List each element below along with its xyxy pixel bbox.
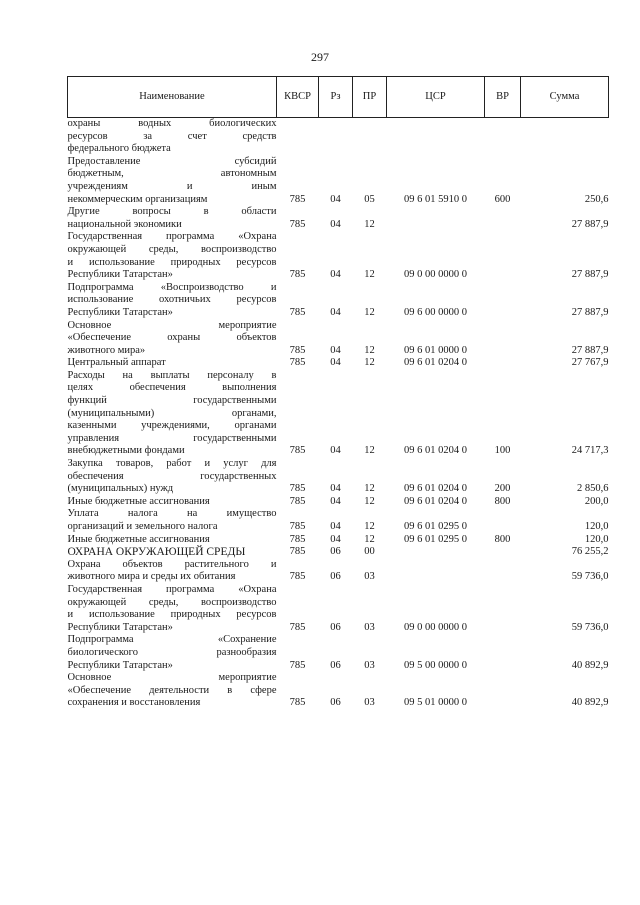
page-number: 297 — [311, 50, 329, 64]
cell-kvsr: 785 — [289, 521, 306, 532]
cell-rz: 04 — [330, 193, 341, 205]
cell-pr: 00 — [364, 546, 375, 558]
cell-vr — [485, 357, 521, 370]
row-name-line: внебюджетными фондами — [67, 445, 185, 457]
row-name-line: учреждениям и иным — [67, 180, 277, 192]
cell-sum: 2 850,6 — [577, 483, 609, 495]
row-name — [68, 672, 277, 710]
cell-kvsr: 785 — [289, 697, 306, 709]
cell-pr: 03 — [364, 659, 375, 671]
cell-rz: 04 — [330, 533, 341, 545]
cell-pr: 12 — [364, 357, 375, 369]
row-name-line: Расходы на выплаты персоналу в — [67, 369, 277, 381]
table-row — [68, 282, 609, 320]
cell-rz: 06 — [330, 546, 341, 558]
cell-pr: 12 — [364, 269, 375, 281]
cell-sum: 27 767,9 — [571, 357, 609, 369]
cell-csr — [387, 206, 485, 231]
row-name-line: Другие вопросы в области — [67, 206, 277, 218]
row-name-line: Иные бюджетные ассигнования — [67, 533, 210, 545]
cell-pr: 12 — [364, 445, 375, 457]
table-row — [68, 206, 609, 231]
cell-vr: 600 — [494, 193, 511, 205]
header-rz: Рз — [319, 77, 353, 118]
cell-vr — [485, 118, 521, 156]
row-name-line: национальной экономики — [67, 218, 182, 230]
row-name-line: казенными учреждениями, органами — [67, 420, 277, 432]
cell-sum: 27 887,9 — [571, 306, 609, 318]
header-kvsr: КВСР — [277, 77, 319, 118]
table-row — [68, 496, 609, 509]
cell-csr: 09 6 01 0204 0 — [404, 357, 467, 369]
cell-rz: 06 — [330, 571, 341, 583]
cell-vr — [485, 559, 521, 584]
cell-sum: 27 887,9 — [571, 218, 609, 230]
cell-rz: 04 — [330, 521, 341, 532]
cell-sum: 40 892,9 — [571, 659, 609, 671]
cell-pr: 12 — [364, 521, 375, 532]
header-sum: Сумма — [521, 77, 609, 118]
cell-pr: 03 — [364, 571, 375, 583]
row-name-line: Предоставление субсидий — [67, 155, 277, 167]
cell-kvsr: 785 — [289, 357, 306, 369]
cell-kvsr: 785 — [289, 546, 306, 558]
cell-rz — [319, 118, 353, 156]
cell-sum: 76 255,2 — [571, 546, 609, 558]
table-row — [68, 357, 609, 370]
cell-csr: 09 6 01 5910 0 — [404, 193, 467, 205]
cell-kvsr: 785 — [289, 571, 306, 583]
header-vr: ВР — [485, 77, 521, 118]
cell-kvsr: 785 — [289, 344, 306, 356]
cell-rz: 06 — [330, 659, 341, 671]
row-name — [68, 370, 277, 458]
row-name-line: Республики Татарстан» — [67, 621, 173, 633]
row-name-line: Закупка товаров, работ и услуг для — [67, 458, 277, 470]
cell-vr — [485, 231, 521, 281]
row-name-line: и использование природных ресурсов — [67, 256, 277, 268]
cell-csr: 09 6 01 0295 0 — [404, 521, 467, 532]
row-name — [68, 534, 277, 547]
cell-kvsr: 785 — [289, 193, 306, 205]
cell-kvsr: 785 — [289, 306, 306, 318]
row-name — [68, 282, 277, 320]
table-row — [68, 458, 609, 496]
cell-sum — [521, 118, 609, 156]
cell-sum: 24 717,3 — [571, 445, 609, 457]
cell-sum: 27 887,9 — [571, 269, 609, 281]
cell-csr: 09 0 00 0000 0 — [404, 269, 467, 281]
cell-sum: 120,0 — [584, 533, 609, 545]
row-name — [68, 584, 277, 634]
table-row — [68, 231, 609, 281]
row-name-line: Государственная программа «Охрана — [67, 231, 277, 243]
cell-pr — [353, 118, 387, 156]
row-name-line: использование охотничьих ресурсов — [67, 294, 277, 306]
row-name-line: (муниципальных) нужд — [67, 483, 174, 495]
cell-vr: 100 — [494, 445, 511, 457]
cell-pr: 12 — [364, 495, 375, 507]
row-name-line: Подпрограмма «Воспроизводство и — [67, 281, 277, 293]
row-name-line: Республики Татарстан» — [67, 269, 173, 281]
row-name — [68, 320, 277, 358]
row-name-line: биологического разнообразия — [67, 646, 277, 658]
cell-kvsr: 785 — [289, 533, 306, 545]
cell-kvsr: 785 — [289, 269, 306, 281]
cell-vr: 800 — [494, 533, 511, 545]
cell-sum: 120,0 — [584, 521, 609, 532]
cell-kvsr: 785 — [289, 495, 306, 507]
row-name — [68, 496, 277, 509]
cell-csr: 09 6 00 0000 0 — [404, 306, 467, 318]
table-row — [68, 370, 609, 458]
row-name-line: охраны водных биологических — [67, 118, 277, 129]
cell-rz: 06 — [330, 621, 341, 633]
table-row — [68, 672, 609, 710]
cell-pr: 12 — [364, 533, 375, 545]
cell-kvsr: 785 — [289, 483, 306, 495]
row-name-line: Республики Татарстан» — [67, 659, 173, 671]
cell-kvsr: 785 — [289, 445, 306, 457]
cell-csr: 09 6 01 0204 0 — [404, 483, 467, 495]
row-name-line: федерального бюджета — [67, 143, 171, 155]
cell-csr: 09 0 00 0000 0 — [404, 621, 467, 633]
row-name — [68, 357, 277, 370]
cell-kvsr: 785 — [289, 621, 306, 633]
cell-csr: 09 6 01 0295 0 — [404, 533, 467, 545]
row-name-line: бюджетным, автономным — [67, 168, 277, 180]
row-name — [68, 508, 277, 533]
table-header-row — [68, 77, 609, 118]
row-name-line: и использование природных ресурсов — [67, 609, 277, 621]
cell-vr: 200 — [494, 483, 511, 495]
row-name-line: сохранения и восстановления — [67, 697, 201, 709]
table-row — [68, 584, 609, 634]
row-name — [68, 634, 277, 672]
header-csr: ЦСР — [387, 77, 485, 118]
cell-csr: 09 5 01 0000 0 — [404, 697, 467, 709]
cell-rz: 04 — [330, 269, 341, 281]
table-row — [68, 508, 609, 533]
table-row — [68, 118, 609, 156]
table-body — [68, 118, 609, 710]
header-pr: ПР — [353, 77, 387, 118]
row-name-line: окружающей среды, воспроизводство — [67, 243, 277, 255]
cell-pr: 03 — [364, 697, 375, 709]
row-name-line: Республики Татарстан» — [67, 306, 173, 318]
cell-sum: 59 736,0 — [571, 571, 609, 583]
cell-pr: 03 — [364, 621, 375, 633]
cell-vr: 800 — [494, 495, 511, 507]
cell-vr — [485, 508, 521, 533]
row-name-line: целях обеспечения выполнения — [67, 382, 277, 394]
row-name-line: организаций и земельного налога — [67, 521, 218, 532]
cell-rz: 04 — [330, 495, 341, 507]
row-name-line: Центральный аппарат — [67, 357, 166, 369]
row-name — [68, 156, 277, 206]
row-name-line: окружающей среды, воспроизводство — [67, 596, 277, 608]
row-name-line: управления государственными — [67, 432, 277, 444]
row-name-line: Подпрограмма «Сохранение — [67, 634, 277, 646]
cell-csr: 09 6 01 0204 0 — [404, 445, 467, 457]
cell-sum: 200,0 — [584, 495, 609, 507]
cell-rz: 06 — [330, 697, 341, 709]
cell-rz: 04 — [330, 445, 341, 457]
cell-csr — [387, 546, 485, 559]
cell-rz: 04 — [330, 218, 341, 230]
row-name-line: ОХРАНА ОКРУЖАЮЩЕЙ СРЕДЫ — [67, 546, 246, 559]
row-name-line: Государственная программа «Охрана — [67, 583, 277, 595]
row-name-line: обеспечения государственных — [67, 470, 277, 482]
row-name-line: Основное мероприятие — [67, 672, 277, 684]
row-name-line: некоммерческим организациям — [67, 193, 208, 205]
cell-sum: 27 887,9 — [571, 344, 609, 356]
row-name-line: функций государственными — [67, 395, 277, 407]
cell-pr: 05 — [364, 193, 375, 205]
table-row — [68, 559, 609, 584]
cell-kvsr — [277, 118, 319, 156]
cell-csr — [387, 118, 485, 156]
row-name — [68, 206, 277, 231]
cell-vr — [485, 206, 521, 231]
cell-vr — [485, 634, 521, 672]
cell-vr — [485, 282, 521, 320]
row-name-line: (муниципальными) органами, — [67, 407, 277, 419]
row-name — [68, 458, 277, 496]
cell-kvsr: 785 — [289, 218, 306, 230]
row-name — [68, 118, 277, 156]
cell-pr: 12 — [364, 344, 375, 356]
row-name-line: «Обеспечение охраны объектов — [67, 332, 277, 344]
row-name — [68, 546, 277, 559]
row-name-line: Охрана объектов растительного и — [67, 558, 277, 570]
cell-vr — [485, 584, 521, 634]
header-name: Наименование — [68, 77, 277, 118]
cell-csr: 09 6 01 0000 0 — [404, 344, 467, 356]
cell-vr — [485, 672, 521, 710]
cell-pr: 12 — [364, 218, 375, 230]
table-row — [68, 546, 609, 559]
cell-sum: 59 736,0 — [571, 621, 609, 633]
row-name-line: Основное мероприятие — [67, 319, 277, 331]
cell-sum: 250,6 — [584, 193, 609, 205]
row-name-line: животного мира и среды их обитания — [67, 571, 236, 583]
cell-vr — [485, 546, 521, 559]
cell-rz: 04 — [330, 357, 341, 369]
row-name-line: «Обеспечение деятельности в сфере — [67, 684, 277, 696]
cell-csr: 09 6 01 0204 0 — [404, 495, 467, 507]
table-row — [68, 320, 609, 358]
row-name — [68, 559, 277, 584]
table-row — [68, 534, 609, 547]
cell-sum: 40 892,9 — [571, 697, 609, 709]
row-name-line: ресурсов за счет средств — [67, 130, 277, 142]
row-name — [68, 231, 277, 281]
row-name-line: Уплата налога на имущество — [67, 508, 277, 520]
budget-table — [67, 76, 609, 710]
row-name-line: Иные бюджетные ассигнования — [67, 495, 210, 507]
cell-csr: 09 5 00 0000 0 — [404, 659, 467, 671]
cell-csr — [387, 559, 485, 584]
cell-pr: 12 — [364, 306, 375, 318]
row-name-line: животного мира» — [67, 344, 146, 356]
cell-kvsr: 785 — [289, 659, 306, 671]
cell-vr — [485, 320, 521, 358]
table-row — [68, 634, 609, 672]
table-row — [68, 156, 609, 206]
cell-rz: 04 — [330, 306, 341, 318]
cell-rz: 04 — [330, 344, 341, 356]
cell-rz: 04 — [330, 483, 341, 495]
cell-pr: 12 — [364, 483, 375, 495]
